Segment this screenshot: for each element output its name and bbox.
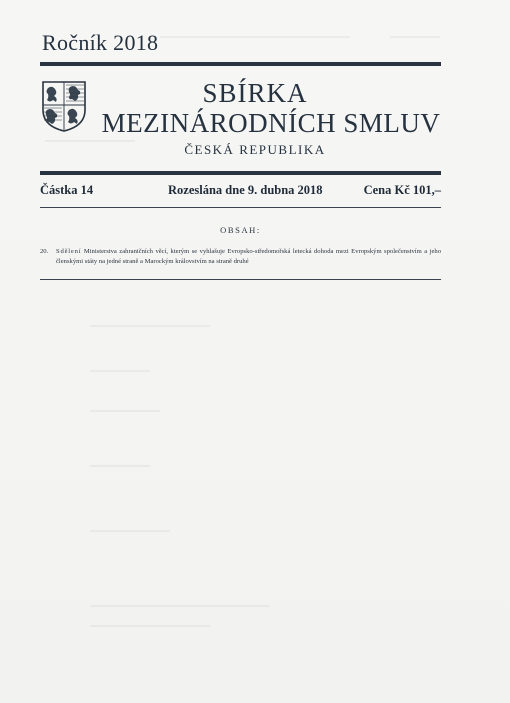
contents-bottom-divider [40, 279, 441, 280]
entry-text: Ministerstva zahraničních věcí, kterým se vyhlašuje Evropsko-středomořská letecká dohoda mezi Evropským společenstvím a jeho členskými státy na jedné straně a Marockým královstvím na straně druhé [56, 248, 441, 265]
middle-divider [40, 171, 441, 175]
country-name: ČESKÁ REPUBLIKA [184, 142, 326, 157]
show-through-mark [390, 36, 440, 38]
issue-divider [40, 207, 441, 208]
show-through-mark [90, 325, 210, 327]
show-through-mark [90, 465, 150, 467]
contents-heading: OBSAH: [220, 225, 261, 235]
show-through-mark [160, 36, 350, 38]
show-through-mark [90, 625, 210, 627]
state-emblem-icon [40, 80, 88, 132]
show-through-mark [90, 530, 170, 532]
issue-part: Částka 14 [40, 183, 94, 197]
show-through-mark [90, 370, 150, 372]
volume-year: Ročník 2018 [42, 30, 159, 55]
issue-date: Rozeslána dne 9. dubna 2018 [168, 183, 323, 197]
top-divider [40, 62, 441, 66]
publication-title-line1: SBÍRKA [202, 78, 308, 108]
show-through-mark [90, 410, 160, 412]
issue-price: Cena Kč 101,– [363, 183, 441, 197]
publication-title-line2: MEZINÁRODNÍCH SMLUV [101, 108, 441, 138]
entry-number: 20. [40, 248, 49, 255]
entry-lead-word: Sdělení [56, 248, 82, 255]
show-through-mark [90, 605, 270, 607]
contents-entry [40, 247, 441, 267]
